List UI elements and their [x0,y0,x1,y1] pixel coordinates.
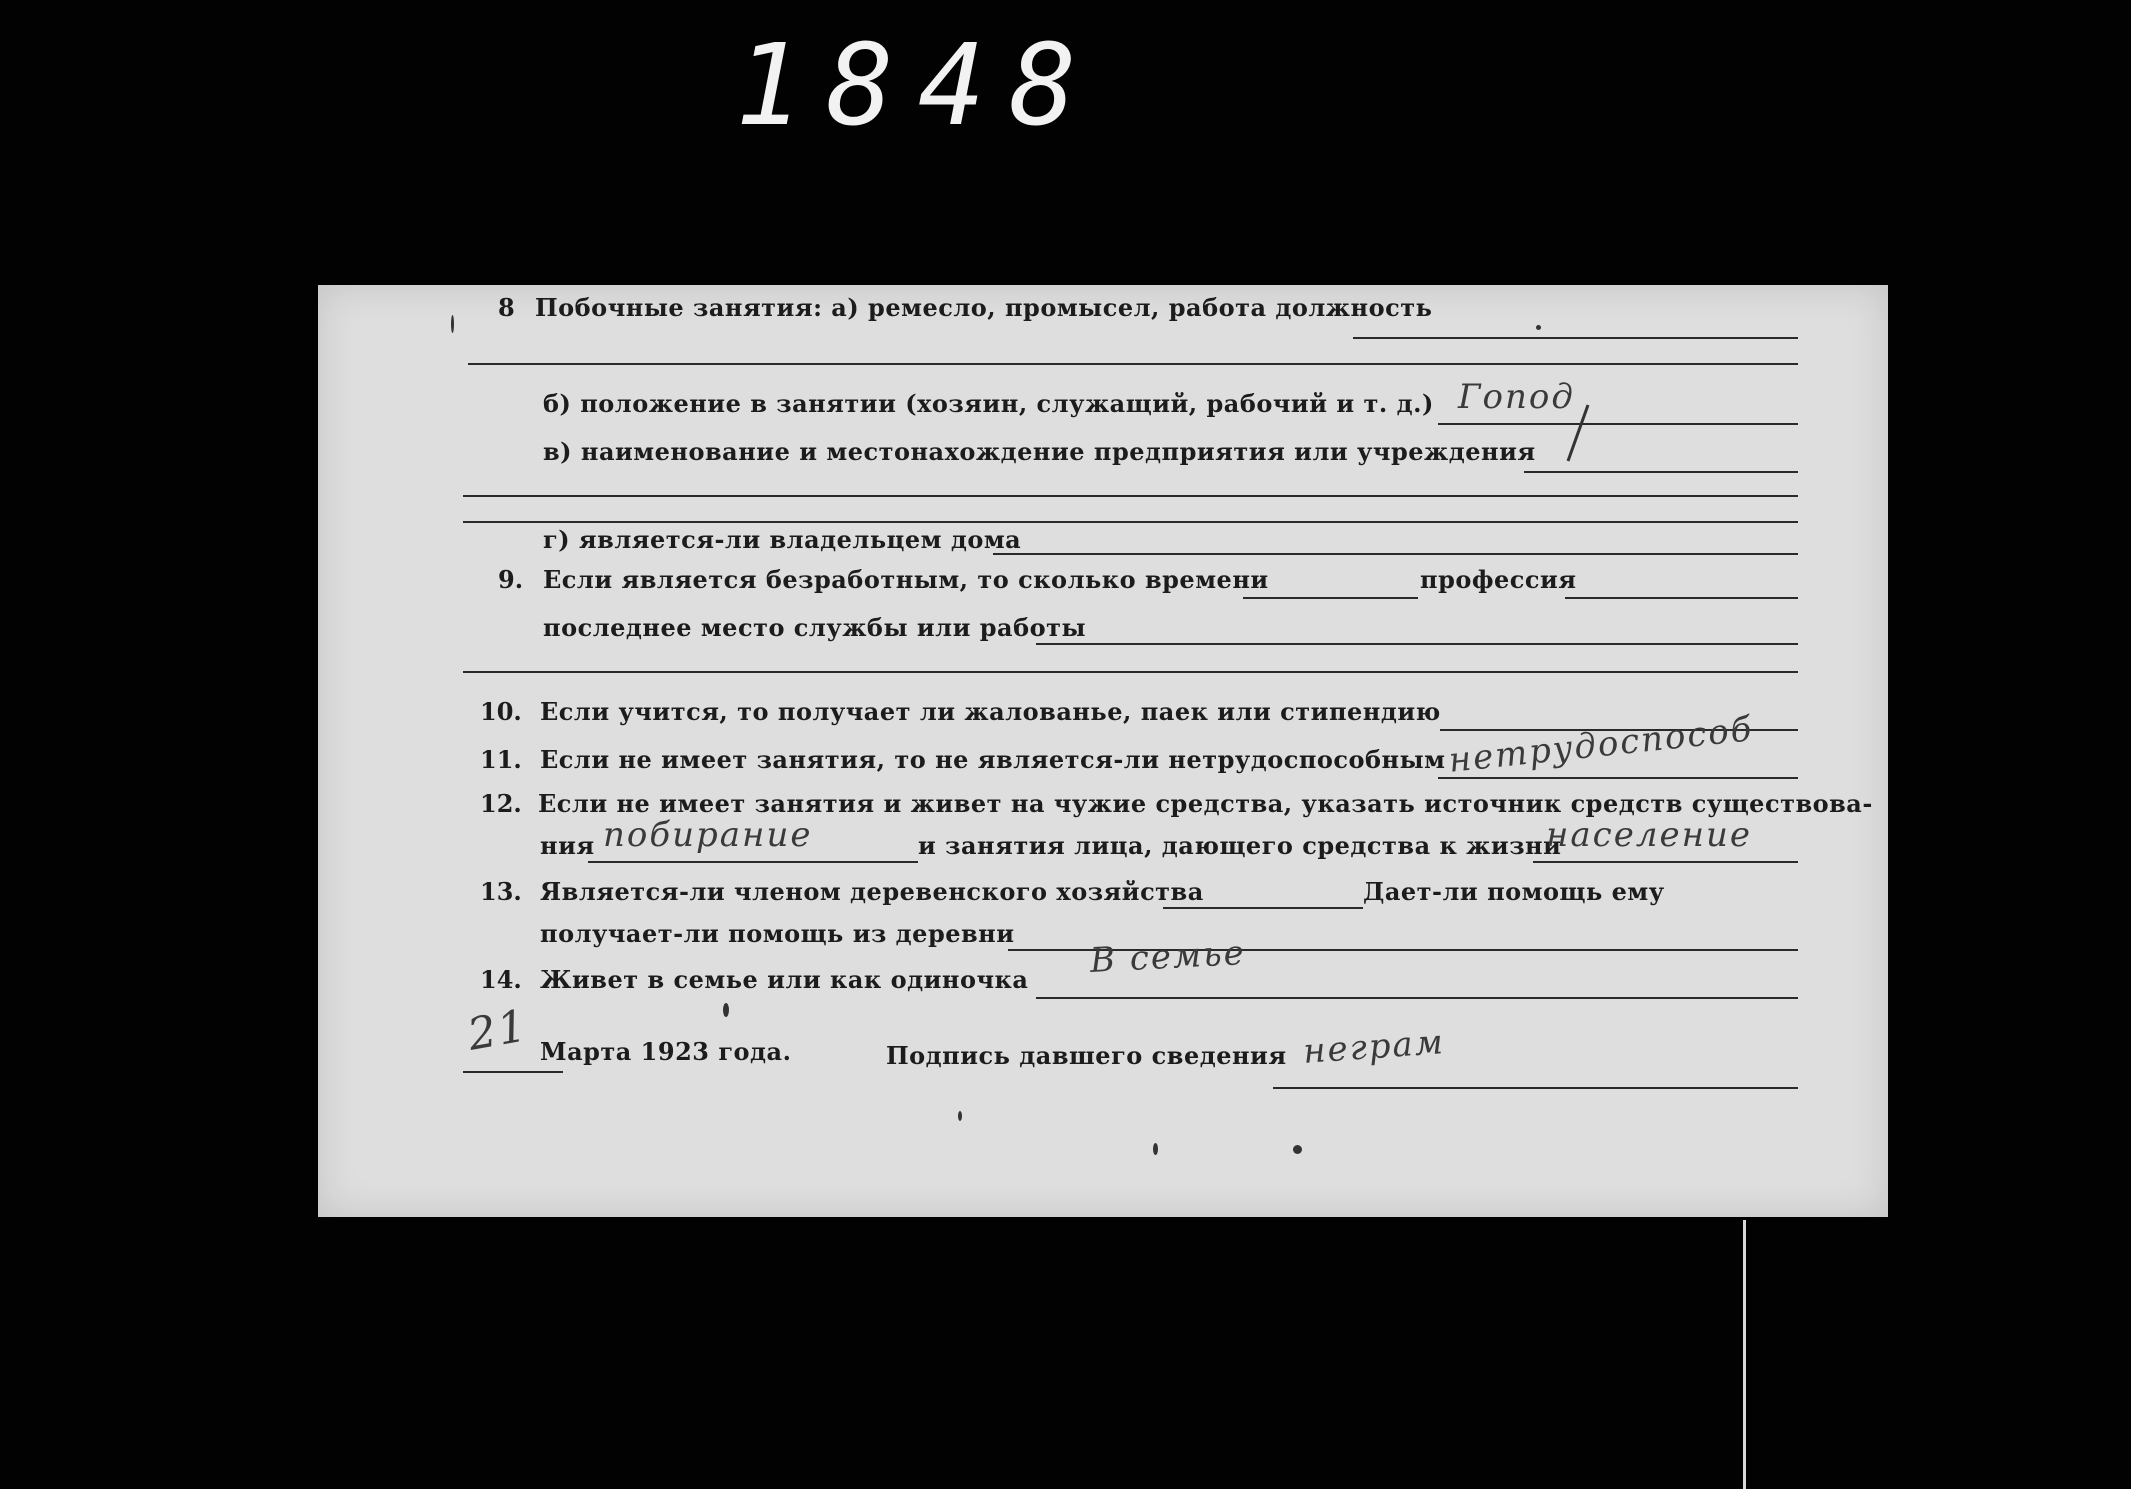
q11-text: Если не имеет занятия, то не является-ли нетрудоспособным [540,745,1446,774]
ink-speck [1153,1143,1158,1155]
q9-line1-text: Если является безработным, то сколько времени [543,565,1269,594]
q10-number: 10. [480,697,522,726]
q12-line1-text: Если не имеет занятия и живет на чужие средства, указать источник средств существова- [538,789,1873,818]
ink-speck [451,315,454,333]
q8-a-continuation-line [468,363,1798,365]
frame-number: 1848 [735,21,1101,151]
q12-line2b-text: и занятия лица, дающего средства к жизни [918,831,1562,860]
film-scratch [1743,1220,1746,1489]
q11-number: 11. [480,745,522,774]
q11-answer-line [1438,777,1798,779]
q9-line2-text: последнее место службы или работы [543,613,1087,642]
q8-b-handwritten-answer: Гопод [1458,377,1575,417]
q9-profession-label: профессия [1420,565,1577,594]
q13-line1b-text: Дает-ли помощь ему [1363,877,1665,906]
census-card [318,285,1888,1217]
date-day-line [463,1071,563,1073]
q8-number: 8 [498,293,516,322]
ink-speck [723,1003,729,1017]
q14-handwritten-answer: В семье [1089,932,1247,982]
handwritten-signature: неграм [1301,1022,1447,1072]
q9-last-job-line [1036,643,1798,645]
q12-giver-line [1533,861,1798,863]
q13-member-line [1163,907,1363,909]
q14-number: 14. [480,965,522,994]
q8-v-extra-line [463,521,1798,523]
q12-source-line [588,861,918,863]
handwritten-day: 21 [464,1000,532,1061]
q9-time-line [1243,597,1418,599]
ink-speck [958,1111,962,1121]
q13-number: 13. [480,877,522,906]
q12-line2a-text: ния [540,831,595,860]
q9-continuation-line [463,671,1798,673]
q8-v-continuation-line [463,495,1798,497]
signature-line [1273,1087,1798,1089]
q8-b-answer-line [1438,423,1798,425]
ink-speck [1293,1145,1302,1154]
q10-text: Если учится, то получает ли жалованье, паек или стипендию [540,697,1441,726]
q8-b-text: б) положение в занятии (хозяин, служащий, рабочий и т. д.) [543,389,1434,418]
q8-v-text: в) наименование и местонахождение предприятия или учреждения [543,437,1536,466]
signature-label: Подпись давшего сведения [886,1041,1287,1070]
ink-speck [1536,325,1541,330]
q12-handwritten-giver: население [1546,815,1753,855]
q14-text: Живет в семье или как одиночка [540,965,1029,994]
q9-number: 9. [498,565,524,594]
q12-number: 12. [480,789,522,818]
q8-a-answer-line [1353,337,1798,339]
q9-profession-line [1565,597,1798,599]
q11-handwritten-answer: нетрудоспособ [1446,709,1756,781]
q8-g-answer-line [993,553,1798,555]
pen-stroke-mark [1558,403,1598,472]
q8-a-text: Побочные занятия: а) ремесло, промысел, работа должность [535,293,1433,322]
q13-line1a-text: Является-ли членом деревенского хозяйства [540,877,1204,906]
q13-line2-text: получает-ли помощь из деревни [540,919,1015,948]
date-text: Марта 1923 года. [540,1037,792,1066]
q8-g-text: г) является-ли владельцем дома [543,525,1022,554]
q14-answer-line [1036,997,1798,999]
q12-handwritten-source: побирание [603,815,813,855]
